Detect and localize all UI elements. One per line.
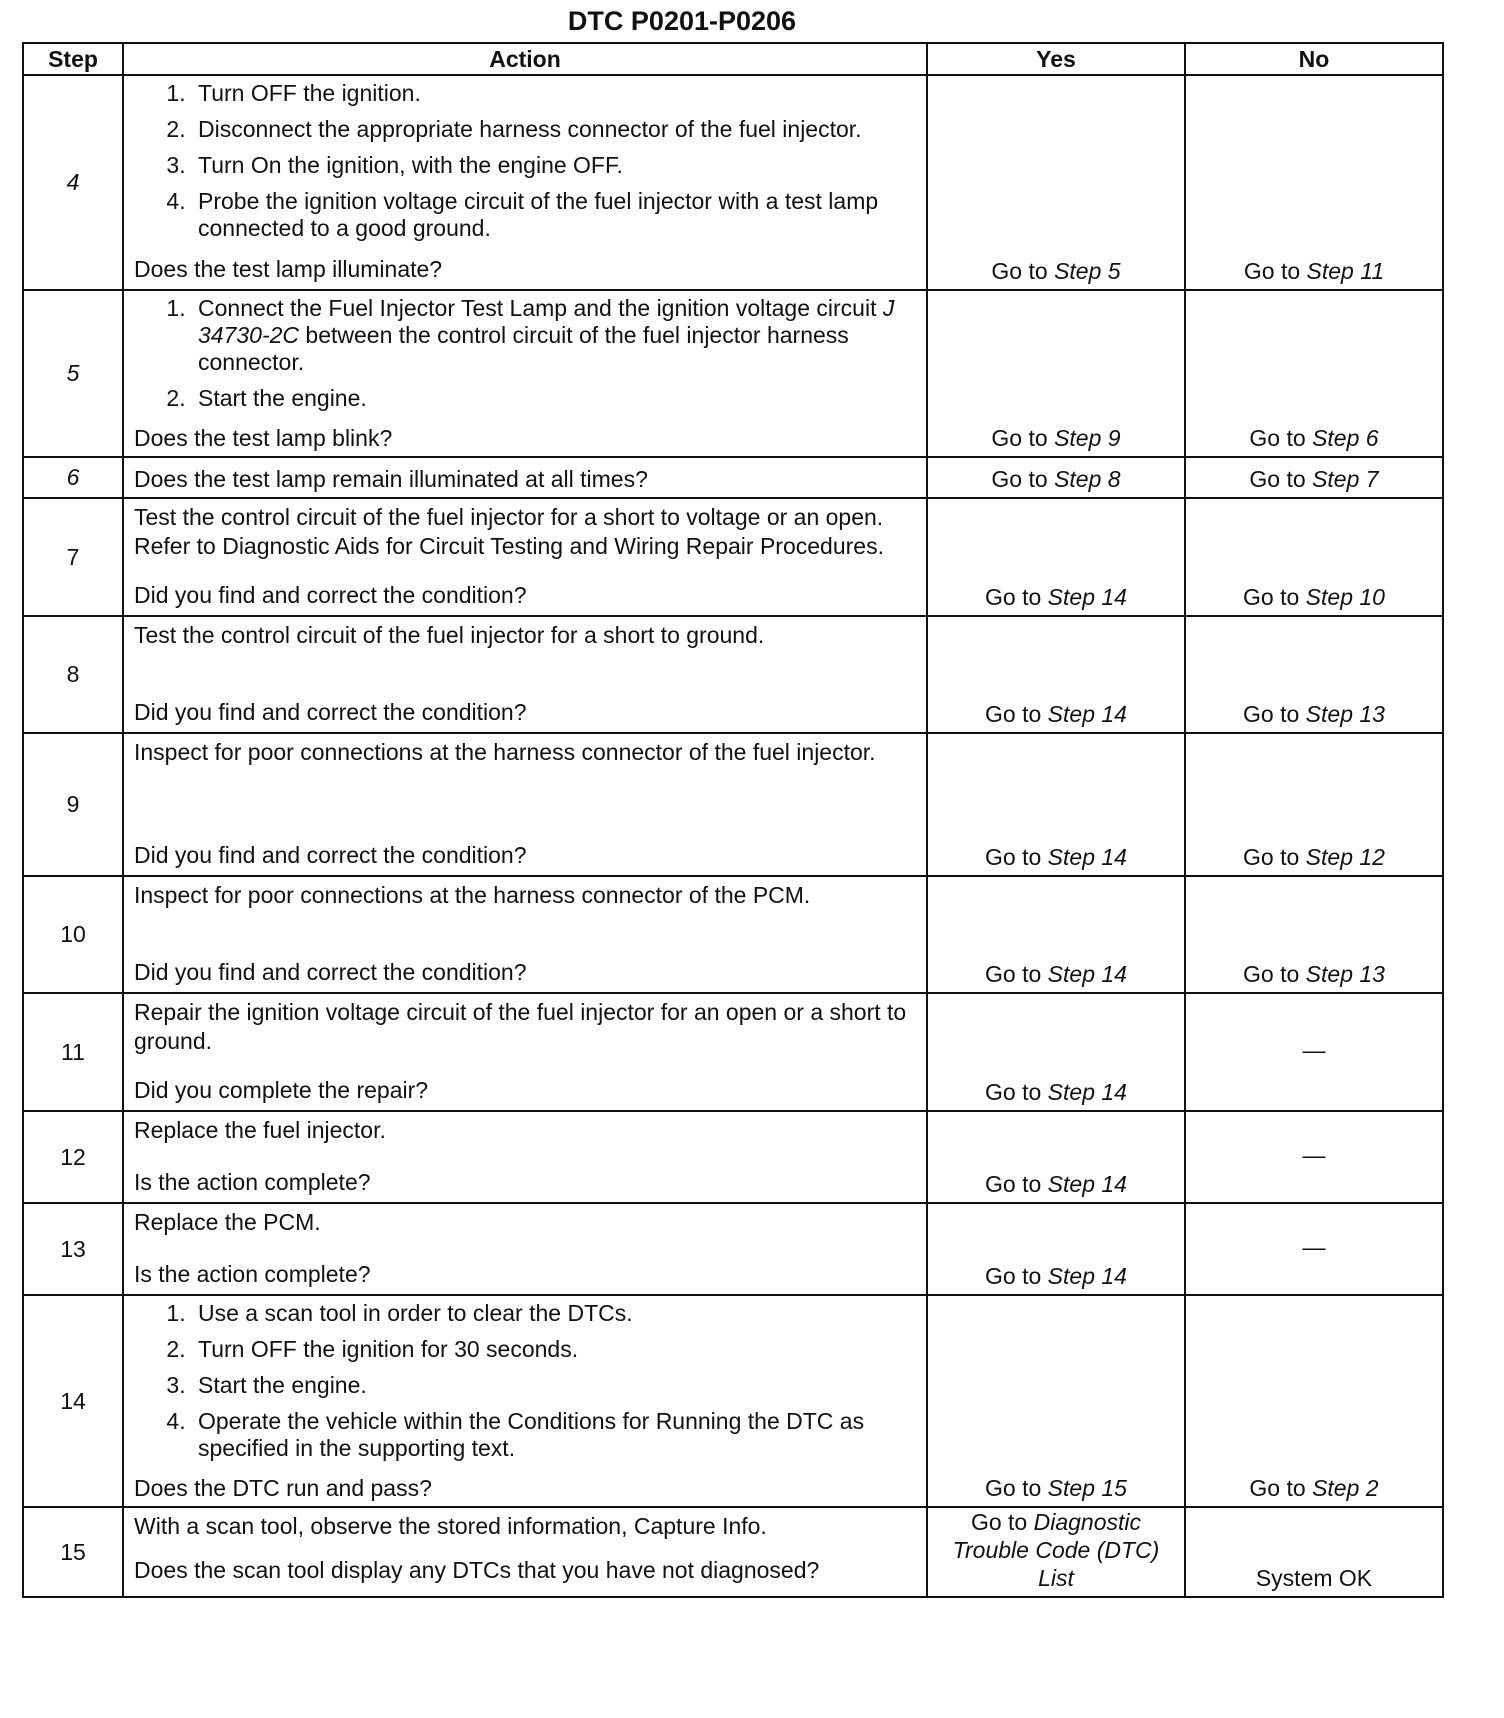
no-result: System OK [1255, 1565, 1373, 1591]
no-cell [1185, 993, 1443, 1111]
no-cell [1185, 457, 1443, 498]
step-number: 15 [23, 1507, 123, 1597]
yes-cell [927, 75, 1185, 290]
go-to-prefix: Go to [1249, 466, 1313, 492]
action-body [134, 738, 916, 767]
action-body [134, 80, 916, 251]
step-number: 8 [23, 616, 123, 733]
no-cell [1185, 498, 1443, 616]
yes-cell [927, 1203, 1185, 1295]
procedure-list [134, 80, 916, 242]
action-question: Did you complete the repair? [134, 1077, 429, 1103]
go-to-prefix: Go to [985, 844, 1048, 870]
go-to-prefix: Go to [985, 584, 1048, 610]
tool-number: J 34730-2C [198, 295, 895, 348]
yes-cell [927, 876, 1185, 993]
no-cell [1185, 1111, 1443, 1203]
action-text: Replace the PCM. [134, 1209, 321, 1235]
action-question: Does the scan tool display any DTCs that you have not diagnosed? [134, 1557, 820, 1583]
action-text: Test the control circuit of the fuel injector for a short to ground. [134, 622, 765, 648]
yes-link[interactable] [991, 425, 1120, 451]
yes-cell [927, 457, 1185, 498]
table-body [23, 75, 1443, 1597]
action-question: Did you find and correct the condition? [134, 842, 527, 868]
action-cell [123, 733, 927, 876]
go-to-step: Step 11 [1306, 258, 1385, 284]
action-body [134, 621, 916, 650]
action-cell [123, 498, 927, 616]
action-cell [123, 1507, 927, 1597]
action-question: Did you find and correct the condition? [134, 699, 527, 725]
yes-link[interactable] [991, 466, 1120, 492]
no-cell [1185, 290, 1443, 457]
action-content [134, 1512, 916, 1584]
yes-link[interactable] [985, 1171, 1127, 1197]
no-link[interactable] [1244, 258, 1384, 284]
action-question: Does the test lamp blink? [134, 425, 393, 451]
action-content [134, 1116, 916, 1196]
page-title: DTC P0201-P0206 [567, 6, 797, 36]
action-content [134, 621, 916, 726]
no-link[interactable] [1243, 844, 1385, 870]
action-cell [123, 457, 927, 498]
yes-cell [927, 616, 1185, 733]
action-question: Is the action complete? [134, 1169, 371, 1195]
no-link[interactable] [1249, 425, 1378, 451]
action-content [134, 881, 916, 986]
action-content [134, 998, 916, 1104]
go-to-prefix: Go to [970, 1509, 1034, 1535]
go-to-step: Step 6 [1312, 425, 1379, 451]
no-cell [1185, 616, 1443, 733]
action-cell [123, 1203, 927, 1295]
action-question: Does the test lamp remain illuminated at all times? [134, 466, 648, 492]
yes-link[interactable] [985, 1263, 1127, 1289]
go-to-step: Step 12 [1305, 844, 1385, 870]
procedure-step: 1. Use a scan tool in order to clear the DTCs. [192, 1300, 916, 1327]
action-content [134, 503, 916, 609]
action-text: Inspect for poor connections at the harness connector of the PCM. [134, 882, 811, 908]
action-body [134, 1116, 916, 1145]
yes-cell [927, 1507, 1185, 1597]
action-cell [123, 75, 927, 290]
no-cell [1185, 733, 1443, 876]
go-to-prefix: Go to [1243, 701, 1306, 727]
action-cell [123, 993, 927, 1111]
go-to-step: Step 10 [1305, 584, 1385, 610]
yes-link[interactable] [985, 961, 1127, 987]
procedure-step: 1. Connect the Fuel Injector Test Lamp and the ignition voltage circuit J 34730-2C between the control circuit of the fuel injector harness connector. [192, 295, 916, 376]
go-to-prefix: Go to [991, 258, 1055, 284]
action-question: Did you find and correct the condition? [134, 959, 527, 985]
yes-link[interactable] [928, 1508, 1184, 1592]
table-row [23, 290, 1443, 457]
yes-cell [927, 733, 1185, 876]
procedure-step: 4. Operate the vehicle within the Conditions for Running the DTC as specified in the supporting text. [192, 1408, 916, 1462]
go-to-prefix: Go to [985, 1079, 1048, 1105]
no-link[interactable] [1249, 1475, 1378, 1501]
action-question: Does the DTC run and pass? [134, 1475, 432, 1501]
header-step: Step [23, 43, 123, 75]
table-row [23, 616, 1443, 733]
action-text: Test the control circuit of the fuel injector for a short to voltage or an open. Refer to Diagnostic Aids for Circuit Testing and Wiring Repair Procedures. [134, 504, 884, 559]
table-row [23, 876, 1443, 993]
go-to-prefix: Go to [991, 425, 1055, 451]
step-number: 9 [23, 733, 123, 876]
procedure-step: 3. Turn On the ignition, with the engine OFF. [192, 152, 916, 179]
action-text: Replace the fuel injector. [134, 1117, 386, 1143]
action-content [134, 1208, 916, 1288]
yes-link[interactable] [985, 1079, 1127, 1105]
procedure-step: 1. Turn OFF the ignition. [192, 80, 916, 107]
yes-cell [927, 1111, 1185, 1203]
header-no: No [1185, 43, 1443, 75]
go-to-step: Step 13 [1305, 961, 1385, 987]
no-value-dash: — [1302, 1141, 1326, 1168]
action-body [134, 1208, 916, 1237]
go-to-prefix: Go to [1243, 844, 1306, 870]
go-to-prefix: Go to [985, 1263, 1048, 1289]
go-to-prefix: Go to [1243, 584, 1306, 610]
no-cell [1185, 1295, 1443, 1507]
step-number: 6 [23, 457, 123, 498]
go-to-step: Step 15 [1047, 1475, 1127, 1501]
action-cell [123, 616, 927, 733]
go-to-step: Step 8 [1054, 466, 1121, 492]
go-to-step: Step 5 [1054, 258, 1121, 284]
procedure-step: 2. Disconnect the appropriate harness connector of the fuel injector. [192, 116, 916, 143]
table-row [23, 75, 1443, 290]
yes-link[interactable] [985, 701, 1127, 727]
action-text: With a scan tool, observe the stored information, Capture Info. [134, 1513, 767, 1539]
no-link[interactable] [1243, 584, 1385, 610]
yes-link[interactable] [985, 584, 1127, 610]
action-cell [123, 1295, 927, 1507]
yes-link[interactable] [985, 844, 1127, 870]
step-number: 10 [23, 876, 123, 993]
step-number: 14 [23, 1295, 123, 1507]
action-body [134, 295, 916, 421]
go-to-prefix: Go to [985, 1171, 1048, 1197]
action-content [134, 80, 916, 283]
action-content [134, 1300, 916, 1502]
header-row [23, 43, 1443, 75]
go-to-prefix: Go to [1243, 961, 1306, 987]
no-link[interactable] [1243, 961, 1385, 987]
table-row [23, 1507, 1443, 1597]
go-to-step: Step 13 [1305, 701, 1385, 727]
yes-link[interactable] [985, 1475, 1127, 1501]
action-text: Inspect for poor connections at the harness connector of the fuel injector. [134, 739, 876, 765]
go-to-step: Step 14 [1047, 1079, 1127, 1105]
table-row [23, 1203, 1443, 1295]
action-body [134, 503, 916, 561]
action-question: Is the action complete? [134, 1261, 371, 1287]
header-action: Action [123, 43, 927, 75]
go-to-target: Diagnostic Trouble Code (DTC) List [952, 1509, 1160, 1591]
yes-cell [927, 290, 1185, 457]
yes-cell [927, 993, 1185, 1111]
go-to-prefix: Go to [1243, 258, 1307, 284]
go-to-prefix: Go to [985, 701, 1048, 727]
go-to-step: Step 14 [1047, 844, 1127, 870]
yes-cell [927, 1295, 1185, 1507]
step-number: 13 [23, 1203, 123, 1295]
action-cell [123, 290, 927, 457]
step-number: 5 [23, 290, 123, 457]
go-to-step: Step 14 [1047, 1171, 1127, 1197]
go-to-step: Step 14 [1047, 701, 1127, 727]
go-to-prefix: Go to [985, 961, 1048, 987]
table-row [23, 733, 1443, 876]
action-content [134, 295, 916, 452]
no-cell [1185, 1203, 1443, 1295]
step-number: 12 [23, 1111, 123, 1203]
procedure-list [134, 1300, 916, 1462]
step-number: 11 [23, 993, 123, 1111]
procedure-step: 2. Start the engine. [192, 385, 916, 412]
action-body [134, 1512, 916, 1541]
action-text: Repair the ignition voltage circuit of the fuel injector for an open or a short to ground. [134, 999, 907, 1054]
go-to-step: Step 14 [1047, 961, 1127, 987]
table-row [23, 457, 1443, 498]
yes-cell [927, 498, 1185, 616]
go-to-prefix: Go to [1249, 1475, 1313, 1501]
procedure-step: 2. Turn OFF the ignition for 30 seconds. [192, 1336, 916, 1363]
go-to-step: Step 2 [1312, 1475, 1379, 1501]
no-link[interactable] [1243, 701, 1385, 727]
go-to-step: Step 9 [1054, 425, 1121, 451]
diagnostic-table [22, 42, 1444, 1598]
action-body [134, 998, 916, 1056]
go-to-step: Step 14 [1047, 1263, 1127, 1289]
table-row [23, 1295, 1443, 1507]
procedure-list [134, 295, 916, 412]
action-cell [123, 1111, 927, 1203]
go-to-prefix: Go to [991, 466, 1055, 492]
no-link[interactable] [1249, 466, 1378, 492]
no-value-dash: — [1302, 1036, 1326, 1063]
action-question: Does the test lamp illuminate? [134, 256, 443, 282]
table-row [23, 498, 1443, 616]
no-value-dash: — [1302, 1233, 1326, 1260]
action-content [134, 738, 916, 869]
go-to-step: Step 7 [1312, 466, 1379, 492]
action-content [134, 462, 916, 493]
step-number: 7 [23, 498, 123, 616]
go-to-prefix: Go to [1249, 425, 1313, 451]
action-body [134, 1300, 916, 1471]
procedure-step: 3. Start the engine. [192, 1372, 916, 1399]
table-row [23, 1111, 1443, 1203]
yes-link[interactable] [991, 258, 1120, 284]
step-number: 4 [23, 75, 123, 290]
go-to-prefix: Go to [985, 1475, 1048, 1501]
no-cell [1185, 75, 1443, 290]
header-yes: Yes [927, 43, 1185, 75]
table-row [23, 993, 1443, 1111]
procedure-step: 4. Probe the ignition voltage circuit of the fuel injector with a test lamp connected to a good ground. [192, 188, 916, 242]
action-cell [123, 876, 927, 993]
action-body [134, 881, 916, 910]
action-question: Did you find and correct the condition? [134, 582, 527, 608]
go-to-step: Step 14 [1047, 584, 1127, 610]
no-cell [1185, 1507, 1443, 1597]
no-cell [1185, 876, 1443, 993]
